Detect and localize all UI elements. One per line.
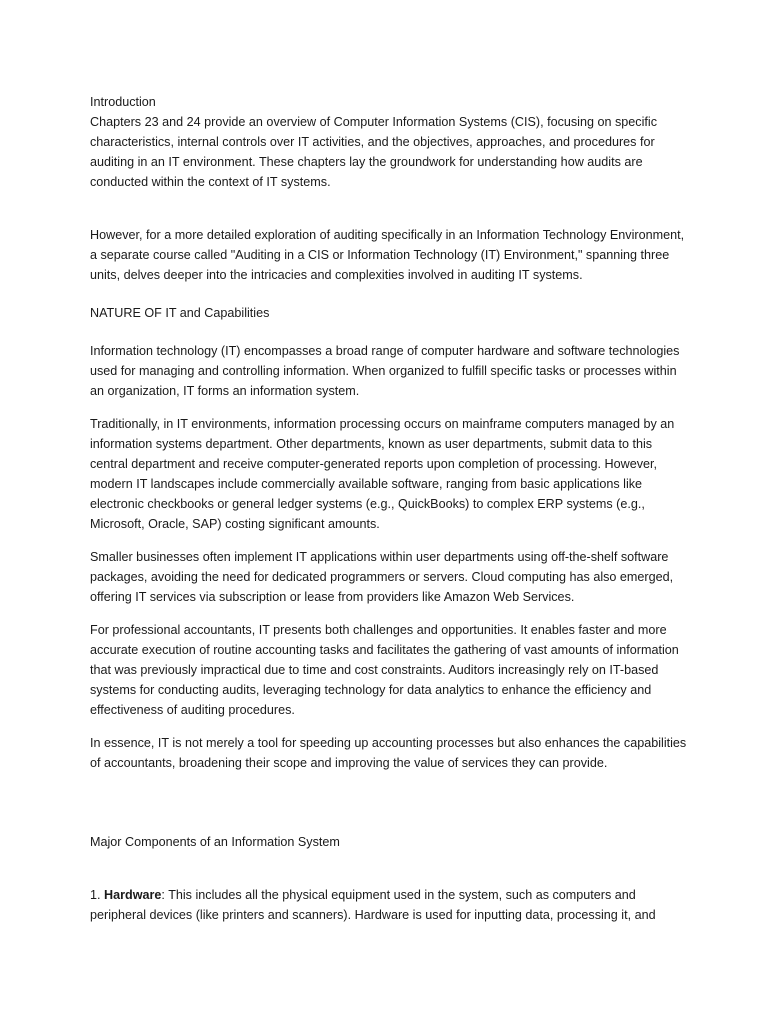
spacer bbox=[90, 323, 690, 341]
intro-heading: Introduction bbox=[90, 95, 156, 109]
spacer bbox=[90, 852, 690, 885]
spacer bbox=[90, 285, 690, 303]
spacer bbox=[90, 192, 690, 225]
spacer bbox=[90, 773, 690, 832]
spacer bbox=[90, 534, 690, 547]
list-item-number: 1. bbox=[90, 888, 105, 902]
spacer bbox=[90, 607, 690, 620]
paragraph-professional-accountants: For professional accountants, IT presents both challenges and opportunities. It enables faster and more accurate execution of routine accounting tasks and facilitates the gathering of vast amounts of information that was previously impractical due to time and cost constraints. Auditors increasingly rely on IT-based systems for conducting audits, leveraging technology for data analytics to enhance the efficiency and effectiveness of auditing procedures. bbox=[90, 623, 679, 717]
paragraph-in-essence: In essence, IT is not merely a tool for speeding up accounting processes but also enhances the capabilities of accountants, broadening their scope and improving the value of services they can provide. bbox=[90, 736, 687, 770]
paragraph-traditional-it: Traditionally, in IT environments, information processing occurs on mainframe computers managed by an information systems department. Other departments, known as user departments, submit data to this central department and receive computer-generated reports upon completion of processing. However, modern IT landscapes include commercially available software, ranging from basic applications like electronic checkbooks or general ledger systems (e.g., QuickBooks) to complex ERP systems (e.g., Microsoft, Oracle, SAP) costing significant amounts. bbox=[90, 417, 675, 531]
paragraph-course: However, for a more detailed exploration of auditing specifically in an Information Technology Environment, a separate course called "Auditing in a CIS or Information Technology (IT) Environment," spanning three units, delves deeper into the intricacies and complexities involved in auditing IT systems. bbox=[90, 228, 685, 282]
section-heading-nature-of-it: NATURE OF IT and Capabilities bbox=[90, 306, 270, 320]
list-item-hardware bbox=[90, 885, 690, 925]
spacer bbox=[90, 401, 690, 414]
section-heading-major-components: Major Components of an Information System bbox=[90, 835, 340, 849]
document-page bbox=[90, 92, 690, 925]
spacer bbox=[90, 720, 690, 733]
list-item-term: Hardware bbox=[104, 888, 162, 902]
paragraph-smaller-businesses: Smaller businesses often implement IT applications within user departments using off-the-shelf software packages, avoiding the need for dedicated programmers or servers. Cloud computing has also emerged, offering IT services via subscription or lease from providers like Amazon Web Services. bbox=[90, 550, 674, 604]
intro-paragraph: Chapters 23 and 24 provide an overview of Computer Information Systems (CIS), focusing on specific characteristics, internal controls over IT activities, and the objectives, approaches, and procedures for auditing in an IT environment. These chapters lay the groundwork for understanding how audits are conducted within the context of IT systems. bbox=[90, 115, 657, 189]
paragraph-it-definition: Information technology (IT) encompasses a broad range of computer hardware and software technologies used for managing and controlling information. When organized to fulfill specific tasks or processes within an organization, IT forms an information system. bbox=[90, 344, 680, 398]
list-item-text: : This includes all the physical equipment used in the system, such as computers and peripheral devices (like printers and scanners). Hardware is used for inputting data, processing it, and bbox=[90, 888, 656, 922]
